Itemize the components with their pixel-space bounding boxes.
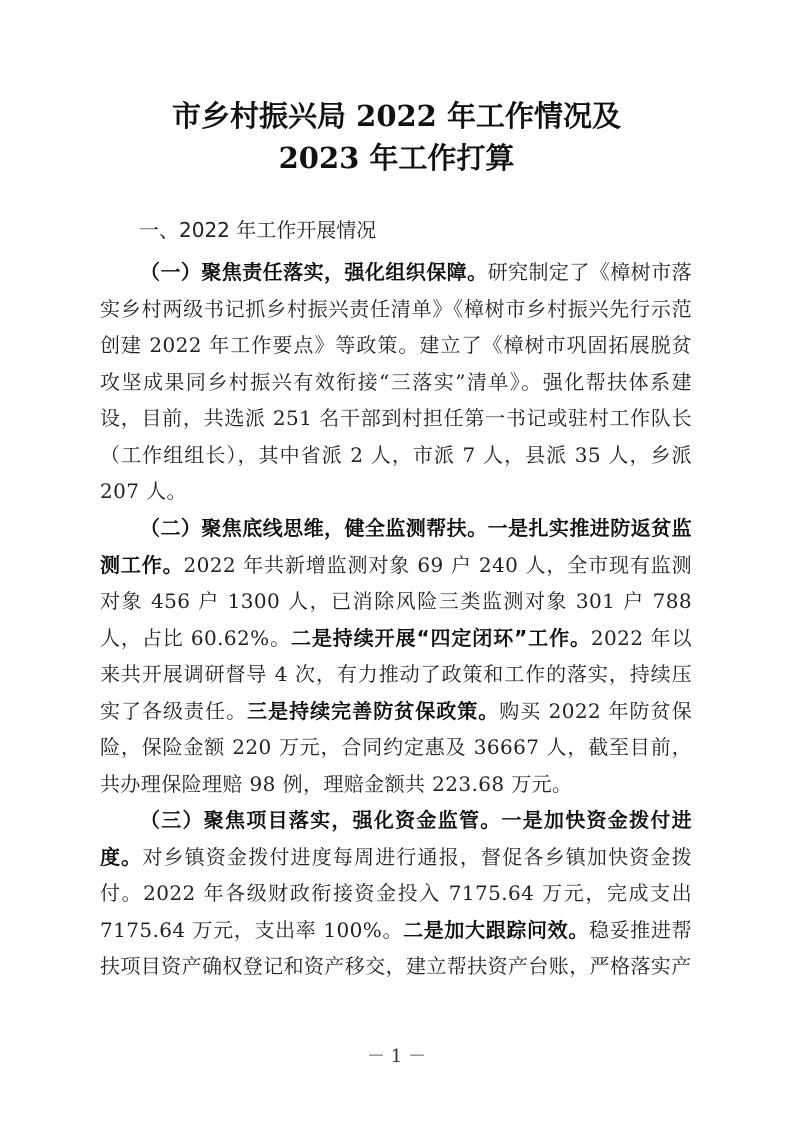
page-number: － 1 － — [367, 1046, 426, 1067]
paragraph-3 — [100, 802, 692, 985]
paragraph-2-text-3: 购买 2022 年防贫保险，保险金额 220 万元，合同约定惠及 36667 人，截至目前，共办理保险理赔 98 例，理赔金额共 223.68 万元。 — [100, 698, 692, 796]
paragraph-2-point-3: 三是持续完善防贫保政策。 — [247, 698, 500, 723]
section-heading: 一、2022 年工作开展情况 — [139, 218, 377, 242]
paragraph-3-text-2: 稳妥推进帮扶项目资产确权登记和资产移交，建立帮扶资产台账，严格落实产 — [100, 917, 693, 978]
paragraph-3-text-1: 对乡镇资金拨付进度每周进行通报，督促各乡镇加快资金拨付。2022 年各级财政衔接资金投入 7175.64 万元，完成支出 7175.64 万元，支出率 100%。 — [100, 844, 692, 942]
paragraph-2 — [100, 510, 692, 802]
paragraph-1-text: 研究制定了《樟树市落实乡村两级书记抓乡村振兴责任清单》《樟树市乡村振兴先行示范创建 2022 年工作要点》等政策。建立了《樟树市巩固拓展脱贫攻坚成果同乡村振兴有效衔接“三落实”清单》。强化帮扶体系建设，目前，共选派 251 名干部到村担任第一书记或驻村工作队长（工作组组长），其中省派 2 人，市派 7 人，县派 35 人，乡派 207 人。 — [100, 260, 692, 503]
paragraph-2-text-1: 2022 年共新增监测对象 69 户 240 人，全市现有监测对象 456 户 1300 人，已消除风险三类监测对象 301 户 788 人，占比 60.62%。 — [100, 552, 692, 650]
paragraph-1 — [100, 254, 692, 510]
paragraph-2-lead: （二）聚焦底线思维，健全监测帮扶。一是扎实推进防返贫监测工作。 — [100, 516, 692, 577]
paragraph-2-point-2: 二是持续开展“四定闭环”工作。 — [290, 625, 591, 650]
document-title-line-1: 市乡村振兴局 2022 年工作情况及 — [172, 99, 621, 133]
document-title-line-2: 2023 年工作打算 — [278, 141, 515, 175]
paragraph-3-lead: （三）聚焦项目落实，强化资金监管。一是加快资金拨付进度。 — [100, 808, 692, 869]
paragraph-1-lead: （一）聚焦责任落实，强化组织保障。 — [140, 260, 488, 284]
paragraph-3-point-2: 二是加大跟踪问效。 — [403, 917, 589, 942]
paragraph-2-text-2: 2022 年以来共开展调研督导 4 次，有力推动了政策和工作的落实，持续压实了各级责任。 — [100, 625, 692, 723]
